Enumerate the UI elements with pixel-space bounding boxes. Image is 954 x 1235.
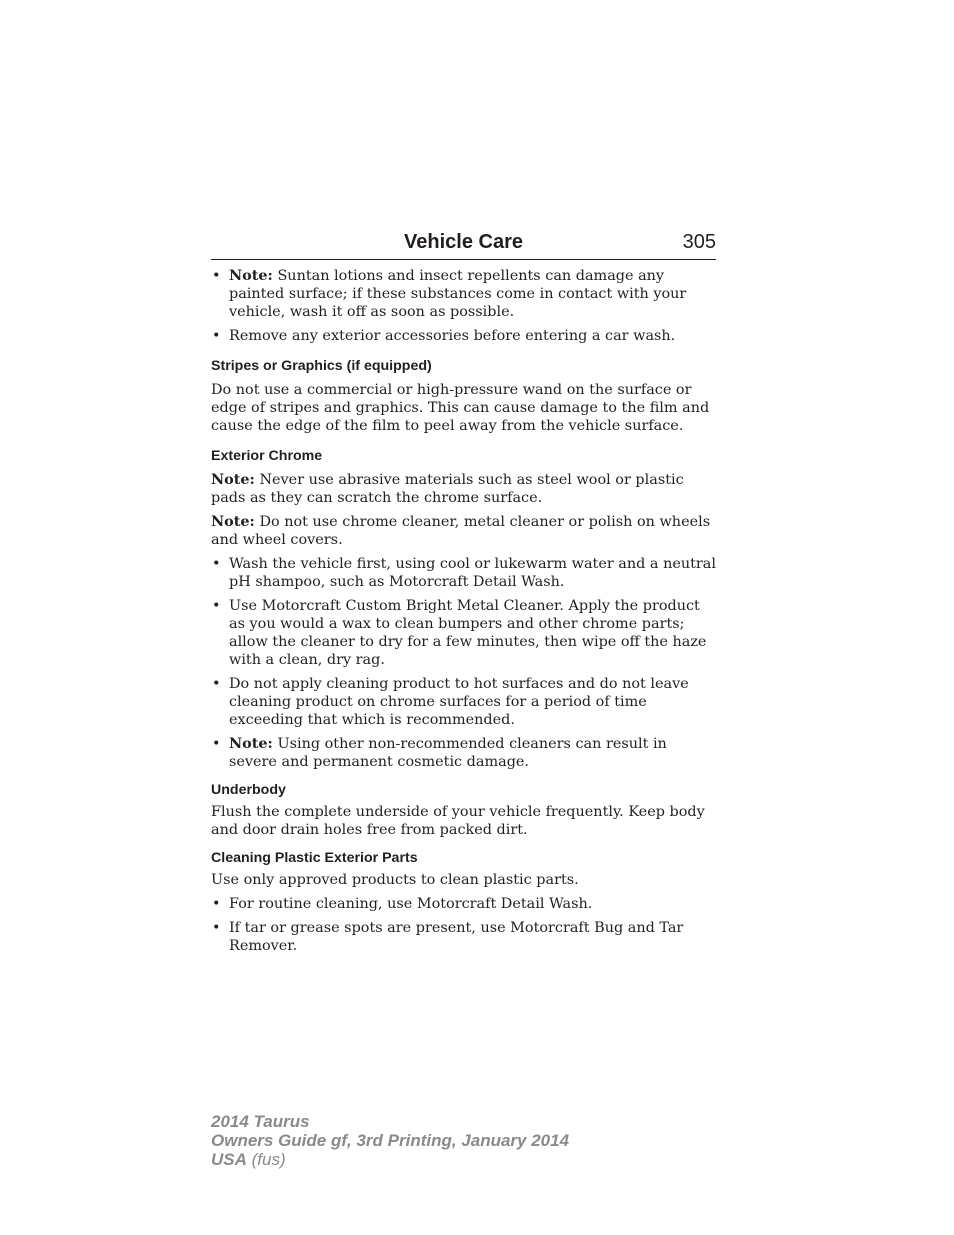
list-item: [211, 919, 716, 955]
exterior-chrome-heading: Exterior Chrome: [211, 448, 323, 464]
bullet-icon: •: [212, 268, 221, 284]
list-item: [211, 675, 716, 729]
note-text: Do not use chrome cleaner, metal cleaner or polish on wheels and wheel covers.: [211, 514, 711, 548]
plastic-bullet-list: [211, 895, 716, 955]
footer-code: (fus): [246, 1150, 286, 1169]
plastic-parts-heading: Cleaning Plastic Exterior Parts: [211, 850, 418, 866]
list-item: [211, 735, 716, 771]
note-label: Note:: [211, 471, 255, 488]
chrome-note-abrasive: [211, 471, 716, 507]
list-item-text: Use Motorcraft Custom Bright Metal Cleaner. Apply the product as you would a wax to clean bumpers and other chrome parts; allow the cleaner to dry for a few minutes, then wipe off the haze with a clean, dry rag.: [229, 598, 707, 668]
list-item-text: Using other non-recommended cleaners can result in severe and permanent cosmetic damage.: [229, 736, 667, 770]
page-header: [211, 226, 716, 260]
stripes-heading: Stripes or Graphics (if equipped): [211, 358, 432, 374]
page-number: 305: [682, 231, 716, 253]
bullet-icon: •: [212, 328, 221, 344]
page-footer: [211, 1112, 569, 1169]
intro-bullet-list: [211, 267, 716, 345]
list-item-text: Suntan lotions and insect repellents can damage any painted surface; if these substances come in contact with your vehicle, wash it off as soon as possible.: [229, 268, 687, 320]
footer-edition: Owners Guide gf, 3rd Printing, January 2014: [211, 1131, 570, 1150]
bullet-icon: •: [212, 556, 221, 572]
footer-market: [211, 1150, 569, 1169]
page-content: [211, 267, 716, 961]
note-label: Note:: [229, 267, 273, 284]
list-item-text: For routine cleaning, use Motorcraft Detail Wash.: [229, 896, 593, 912]
list-item-text: If tar or grease spots are present, use Motorcraft Bug and Tar Remover.: [229, 920, 684, 954]
bullet-icon: •: [212, 736, 221, 752]
list-item-text: Do not apply cleaning product to hot surfaces and do not leave cleaning product on chrome surfaces for a period of time exceeding that which is recommended.: [229, 676, 689, 728]
chrome-note-wheels: [211, 513, 716, 549]
plastic-paragraph: Use only approved products to clean plastic parts.: [211, 872, 579, 888]
list-item: [211, 267, 716, 321]
note-text: Never use abrasive materials such as steel wool or plastic pads as they can scratch the chrome surface.: [211, 472, 684, 506]
list-item: [211, 555, 716, 591]
chrome-bullet-list: [211, 555, 716, 771]
bullet-icon: •: [212, 920, 221, 936]
stripes-paragraph: Do not use a commercial or high-pressure wand on the surface or edge of stripes and graphics. This can cause damage to the film and cause the edge of the film to peel away from the vehicle surface.: [211, 382, 710, 434]
bullet-icon: •: [212, 676, 221, 692]
footer-model: 2014 Taurus: [211, 1112, 310, 1131]
list-item: [211, 895, 716, 913]
list-item: [211, 327, 716, 345]
underbody-paragraph: Flush the complete underside of your vehicle frequently. Keep body and door drain holes free from packed dirt.: [211, 804, 705, 838]
list-item: [211, 597, 716, 669]
underbody-heading: Underbody: [211, 782, 286, 798]
bullet-icon: •: [212, 896, 221, 912]
note-label: Note:: [229, 735, 273, 752]
note-label: Note:: [211, 513, 255, 530]
list-item-text: Remove any exterior accessories before entering a car wash.: [229, 328, 676, 344]
bullet-icon: •: [212, 598, 221, 614]
section-title: Vehicle Care: [404, 231, 523, 253]
list-item-text: Wash the vehicle first, using cool or lukewarm water and a neutral pH shampoo, such as Motorcraft Detail Wash.: [229, 556, 716, 590]
footer-country: USA: [211, 1150, 247, 1169]
